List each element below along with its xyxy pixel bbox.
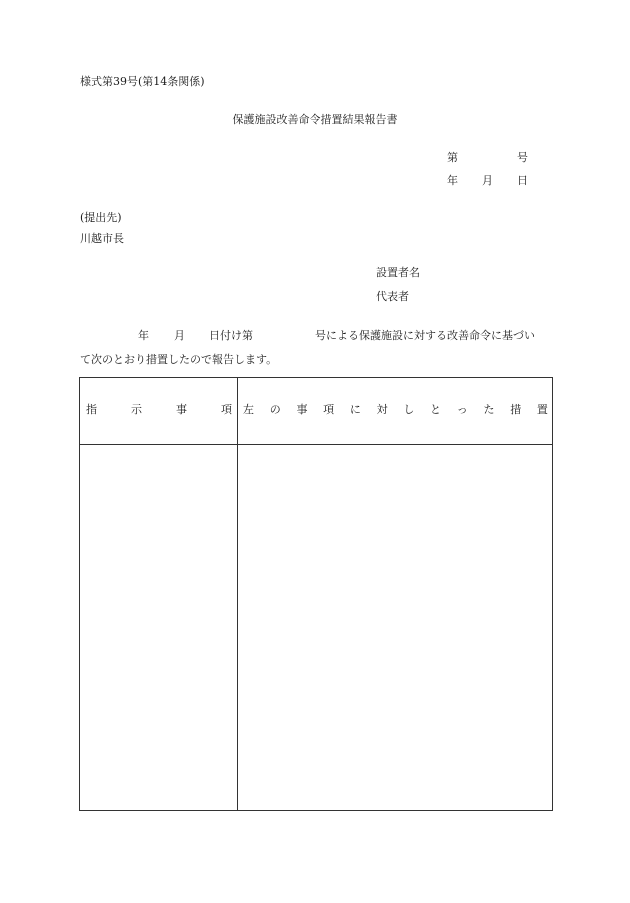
date-month: 月 [482, 174, 493, 187]
measures-header-char: 対 [376, 403, 388, 416]
instruction-header-char: 項 [221, 403, 232, 416]
measures-header-char: に [349, 403, 361, 416]
date-year: 年 [447, 174, 458, 187]
measures-header-char: た [483, 403, 495, 416]
measures-header-char: と [430, 403, 442, 416]
measures-header-char: し [403, 403, 415, 416]
representative-label: 代表者 [376, 290, 409, 303]
recipient-name: 川越市長 [80, 232, 124, 245]
report-table [79, 377, 553, 811]
body-order-text: 号による保護施設に対する改善命令に基づい [315, 329, 535, 342]
reference-dai: 第 [447, 151, 458, 164]
body-date-suffix: 日付け第 [209, 329, 253, 342]
instruction-cell[interactable] [80, 445, 237, 810]
measures-header-char: 左 [243, 403, 254, 416]
measures-header [243, 403, 548, 417]
instruction-header-char: 事 [176, 403, 187, 416]
body-line-2: て次のとおり措置したので報告します。 [80, 353, 278, 366]
measures-header-char: 項 [323, 403, 335, 416]
measures-header-char: の [269, 403, 281, 416]
instruction-header-char: 示 [131, 403, 142, 416]
instruction-header-char: 指 [86, 403, 97, 416]
body-month: 月 [174, 329, 185, 342]
body-year: 年 [138, 329, 149, 342]
measures-header-char: っ [456, 403, 468, 416]
document-title: 保護施設改善命令措置結果報告書 [232, 113, 398, 126]
measures-header-char: 事 [296, 403, 308, 416]
date-day: 日 [517, 174, 528, 187]
form-number: 様式第39号(第14条関係) [80, 75, 205, 88]
instruction-header [86, 403, 232, 417]
measures-cell[interactable] [238, 445, 552, 810]
installer-label: 設置者名 [376, 266, 420, 279]
recipient-label: (提出先) [80, 211, 122, 224]
measures-header-char: 措 [510, 403, 522, 416]
measures-header-char: 置 [536, 403, 548, 416]
reference-go: 号 [517, 151, 528, 164]
